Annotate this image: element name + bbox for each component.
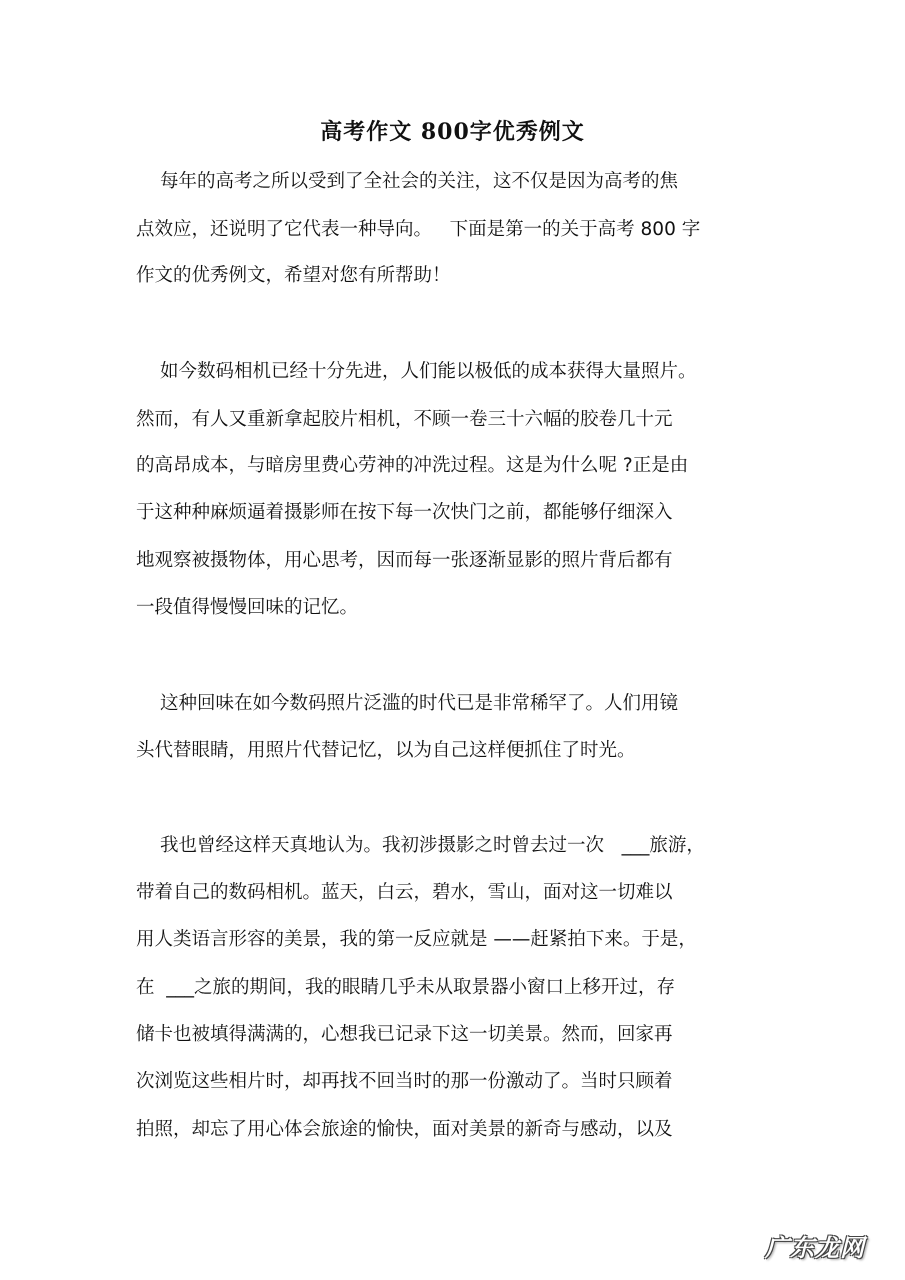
body-line: 作文的优秀例文，希望对您有所帮助！ [136,265,451,286]
body-line: 地观察被摄物体，用心思考，因而每一张逐渐显影的照片背后都有 [136,550,673,571]
body-line: 于这种种麻烦逼着摄影师在按下每一次快门之前，都能够仔细深入 [136,502,673,523]
body-line: 储卡也被填得满满的，心想我已记录下这一切美景。然而，回家再 [136,1024,673,1045]
body-line: 如今数码相机已经十分先进，人们能以极低的成本获得大量照片。 [160,361,697,382]
body-line: 用人类语言形容的美景，我的第一反应就是 ——赶紧拍下来。于是， [136,929,697,950]
body-line: 带着自己的数码相机。蓝天，白云，碧水，雪山，面对这一切难以 [136,882,673,903]
body-line: 的高昂成本，与暗房里费心劳神的冲洗过程。这是为什么呢 ?正是由 [136,455,689,476]
body-line: 头代替眼睛，用照片代替记忆，以为自己这样便抓住了时光。 [136,740,636,761]
document-title: 高考作文 800字优秀例文 [320,119,585,145]
body-line: 然而，有人又重新拿起胶片相机，不顾一卷三十六幅的胶卷几十元 [136,409,673,430]
body-line: 拍照，却忘了用心体会旅途的愉快，面对美景的新奇与感动，以及 [136,1119,673,1140]
site-watermark: 广东龙网 [765,1234,865,1262]
body-line: 这种回味在如今数码照片泛滥的时代已是非常稀罕了。人们用镜 [160,693,679,714]
body-line: 次浏览这些相片时，却再找不回当时的那一份激动了。当时只顾着 [136,1071,673,1092]
body-line: 我也曾经这样天真地认为。我初涉摄影之时曾去过一次 ___旅游， [160,835,705,856]
body-line: 一段值得慢慢回味的记忆。 [136,597,359,618]
body-line: 点效应，还说明了它代表一种导向。 下面是第一的关于高考 800 字 [136,219,701,240]
body-line: 在 ___之旅的期间，我的眼睛几乎未从取景器小窗口上移开过，存 [136,977,676,998]
body-line: 每年的高考之所以受到了全社会的关注，这不仅是因为高考的焦 [160,171,679,192]
